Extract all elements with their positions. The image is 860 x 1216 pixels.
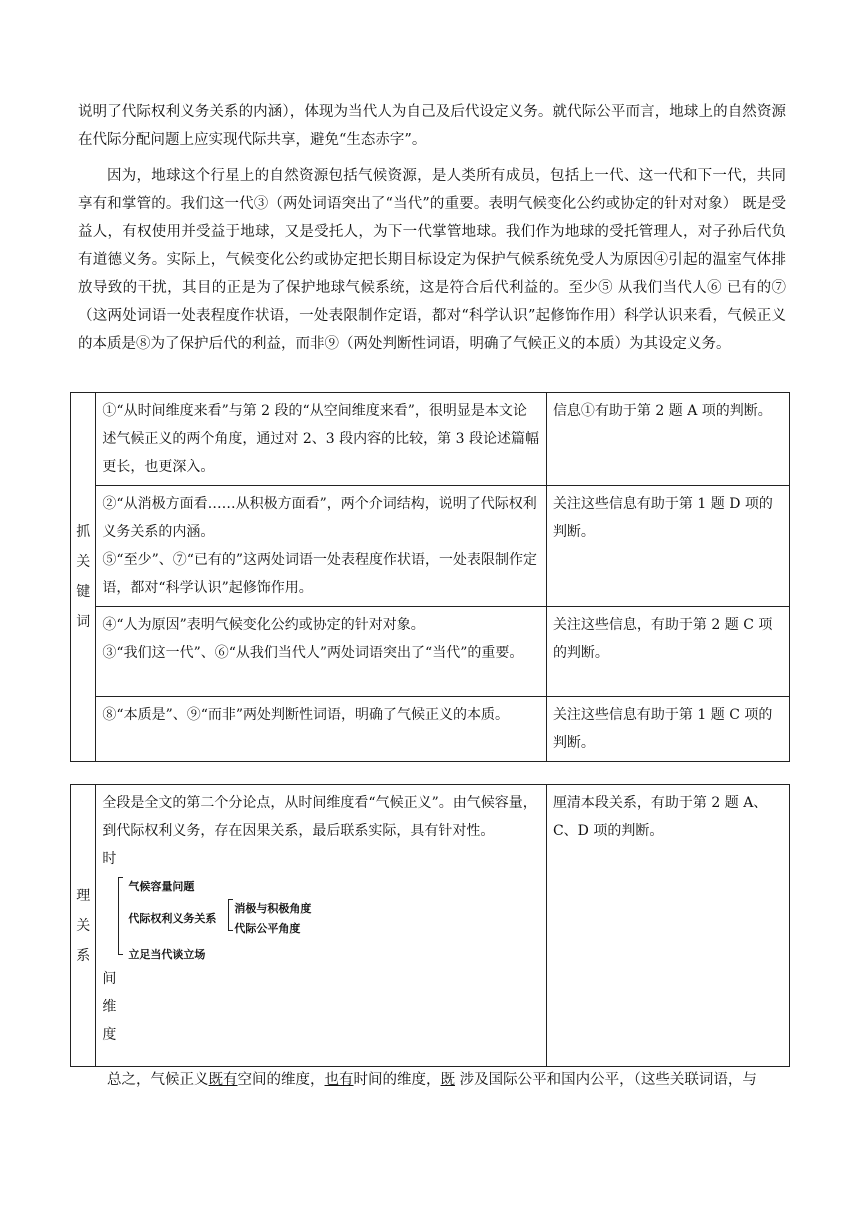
keywords-table <box>70 392 790 762</box>
keywords-row-3-text-b: ③“我们这一代”、⑥“从我们当代人”两处词语突出了“当代”的重要。 <box>102 645 524 661</box>
closing-underline-1: 既有 <box>208 1072 238 1088</box>
diagram-item-3: 立足当代谈立场 <box>128 948 206 961</box>
intro-paragraph: 说明了代际权利义务关系的内涵），体现为当代人为自己及后代设定义务。就代际公平而言，地球上的自然资源在代际分配问题上应实现代际共享，避免“生态赤字”。 <box>78 104 786 148</box>
closing-paragraph <box>78 1066 786 1094</box>
diagram-sub-brace <box>228 899 233 931</box>
keywords-row-2-note: 关注这些信息有助于第 1 题 D 项的判断。 <box>546 486 789 607</box>
keywords-row-1-main <box>96 393 547 486</box>
keywords-row-3-main <box>96 607 547 697</box>
closing-underline-3: 既 <box>440 1072 455 1088</box>
closing-prefix: 总之，气候正义 <box>107 1072 209 1088</box>
keywords-row-3-note: 关注这些信息，有助于第 2 题 C 项的判断。 <box>546 607 789 697</box>
relations-table <box>70 784 790 1067</box>
closing-mid-1: 空间的维度， <box>237 1072 325 1088</box>
relations-vertical-top: 时 <box>102 851 117 867</box>
main-paragraph: 因为，地球这个行星上的自然资源包括气候资源，是人类所有成员，包括上一代、这一代和下一代，共同享有和掌管的。我们这一代③（两处词语突出了“当代”的重要。表明气候变化公约或协定的针对对象） 既是受益人，有权使用并受益于地球，又是受托人，为下一代掌管地球。我们作为地球的受托管理人，对子孙后代负有道德义务。实际上，气候变化公约或协定把长期目标设定为保护气候系统免受人为原因④引起的温室气体排放导致的干扰，其目的正是为了保护地球气候系统，这是符合后代利益的。至少⑤ 从我们当代人⑥ 已有的⑦ （这两处词语一处表程度作状语，一处表限制作定语，都对“科学认识”起修饰作用）科学认识来看，气候正义的本质是⑧为了保护后代的利益，而非⑨（两处判断性词语，明确了气候正义的本质）为其设定义务。 <box>78 168 786 352</box>
diagram-sub-2: 代际公平角度 <box>234 922 301 935</box>
diagram-sub-1: 消极与积极角度 <box>234 902 312 915</box>
relations-main-cell <box>96 785 547 1067</box>
diagram-item-1: 气候容量问题 <box>128 880 195 893</box>
keywords-row-4-note: 关注这些信息有助于第 1 题 C 项的判断。 <box>546 697 789 762</box>
keywords-side-label-cell <box>71 393 96 762</box>
diagram-item-2: 代际权利义务关系 <box>128 912 217 925</box>
closing-mid-2: 时间的维度， <box>353 1072 441 1088</box>
relations-main-text: 全段是全文的第二个分论点，从时间维度看“气候正义”。由气候容量，到代际权利义务，存在因果关系，最后联系实际，具有针对性。 <box>102 795 537 839</box>
keywords-row-2-text-b: ⑤“至少”、⑦“已有的”这两处词语一处表程度作状语，一处表限制作定语，都对“科学认识”起修饰作用。 <box>102 552 538 596</box>
keywords-row-3-text-a: ④“人为原因”表明气候变化公约或协定的针对对象。 <box>102 617 425 633</box>
relations-side-label: 理关系 <box>76 887 91 964</box>
relations-note: 厘清本段关系，有助于第 2 题 A、C、D 项的判断。 <box>546 785 789 1067</box>
keywords-row-4-main <box>96 697 547 762</box>
closing-underline-2: 也有 <box>324 1072 354 1088</box>
keywords-row-1-text: ①“从时间维度来看”与第 2 段的“从空间维度来看”，很明显是本文论述气候正义的两个角度，通过对 2、3 段内容的比较，第 3 段论述篇幅更长，也更深入。 <box>102 403 539 475</box>
relations-side-label-cell <box>71 785 96 1067</box>
relations-diagram <box>102 873 540 965</box>
keywords-row-4-text: ⑧“本质是”、⑨“而非”两处判断性词语，明确了气候正义的本质。 <box>102 707 510 723</box>
relations-vertical-bottom: 间维度 <box>102 971 117 1043</box>
closing-rest: 涉及国际公平和国内公平，（这些关联词语，与 <box>455 1072 757 1088</box>
keywords-row-1-note: 信息①有助于第 2 题 A 项的判断。 <box>546 393 789 486</box>
keywords-row-2-main <box>96 486 547 607</box>
keywords-row-2-text-a: ②“从消极方面看……从积极方面看”，两个介词结构，说明了代际权利义务关系的内涵。 <box>102 496 537 540</box>
diagram-main-brace <box>118 877 123 955</box>
keywords-side-label: 抓关键词 <box>76 524 91 630</box>
